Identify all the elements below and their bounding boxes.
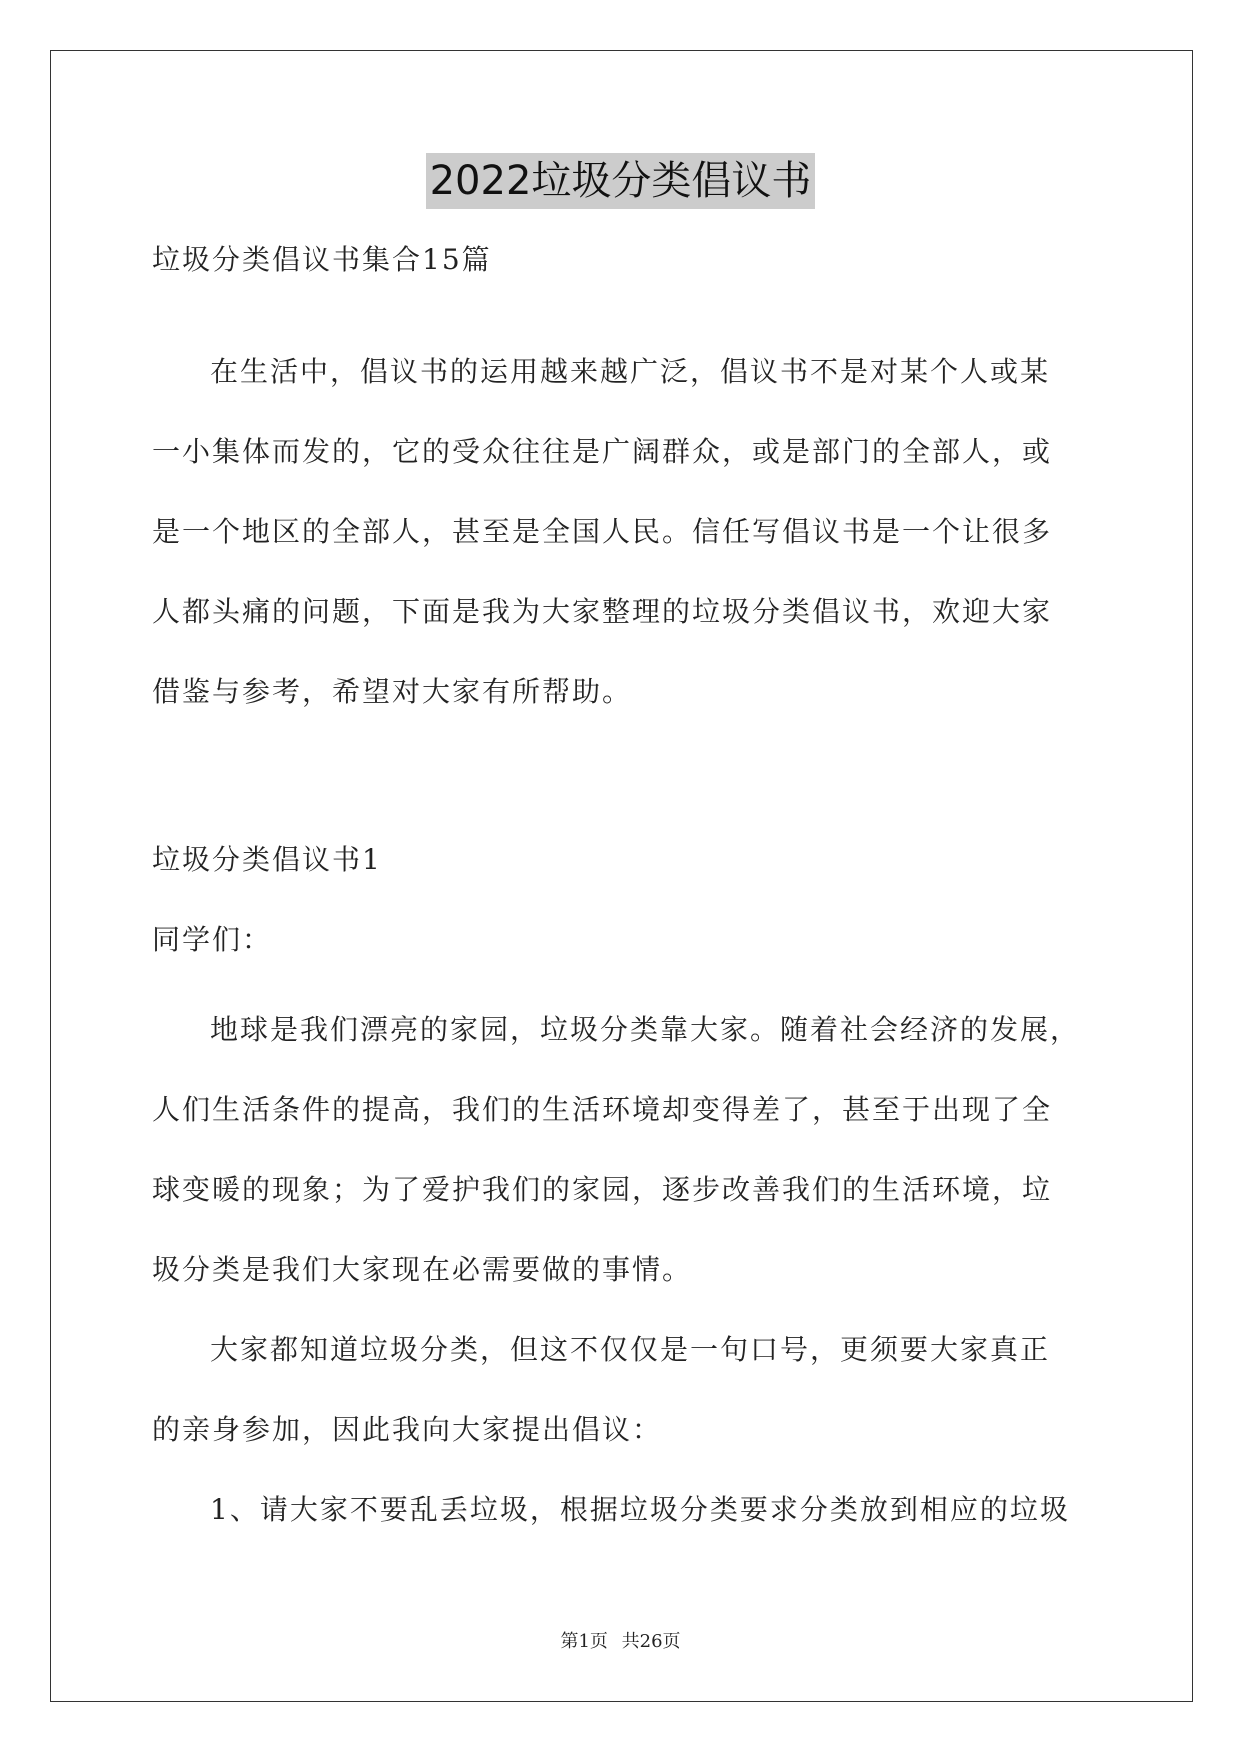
intro-line: 是一个地区的全部人，甚至是全国人民。信任写倡议书是一个让很多: [152, 515, 1053, 548]
title-block: [0, 153, 1241, 209]
page-total: 共26页: [621, 1631, 681, 1652]
document-title: 2022垃圾分类倡议书: [426, 153, 816, 209]
greeting: 同学们：: [152, 923, 273, 956]
paragraph-line: 人们生活条件的提高，我们的生活环境却变得差了，甚至于出现了全: [152, 1093, 1053, 1126]
paragraph-line: 球变暖的现象；为了爱护我们的家园，逐步改善我们的生活环境，垃: [152, 1173, 1053, 1206]
paragraph-line: 大家都知道垃圾分类，但这不仅仅是一句口号，更须要大家真正: [210, 1333, 1051, 1366]
page-number: 第1页: [560, 1631, 608, 1652]
intro-line: 人都头痛的问题，下面是我为大家整理的垃圾分类倡议书，欢迎大家: [152, 595, 1053, 628]
intro-line: 一小集体而发的，它的受众往往是广阔群众，或是部门的全部人，或: [152, 435, 1053, 468]
page-footer: [0, 1630, 1241, 1654]
section-heading: 垃圾分类倡议书1: [152, 843, 382, 876]
intro-line: 在生活中，倡议书的运用越来越广泛，倡议书不是对某个人或某: [210, 355, 1051, 388]
paragraph-line: 地球是我们漂亮的家园，垃圾分类靠大家。随着社会经济的发展，: [210, 1013, 1081, 1046]
paragraph-line: 的亲身参加，因此我向大家提出倡议：: [152, 1413, 663, 1446]
list-item-line: 1、请大家不要乱丢垃圾，根据垃圾分类要求分类放到相应的垃圾: [210, 1493, 1070, 1526]
document-subtitle: 垃圾分类倡议书集合15篇: [152, 243, 492, 276]
intro-line: 借鉴与参考，希望对大家有所帮助。: [152, 675, 633, 708]
paragraph-line: 圾分类是我们大家现在必需要做的事情。: [152, 1253, 693, 1286]
